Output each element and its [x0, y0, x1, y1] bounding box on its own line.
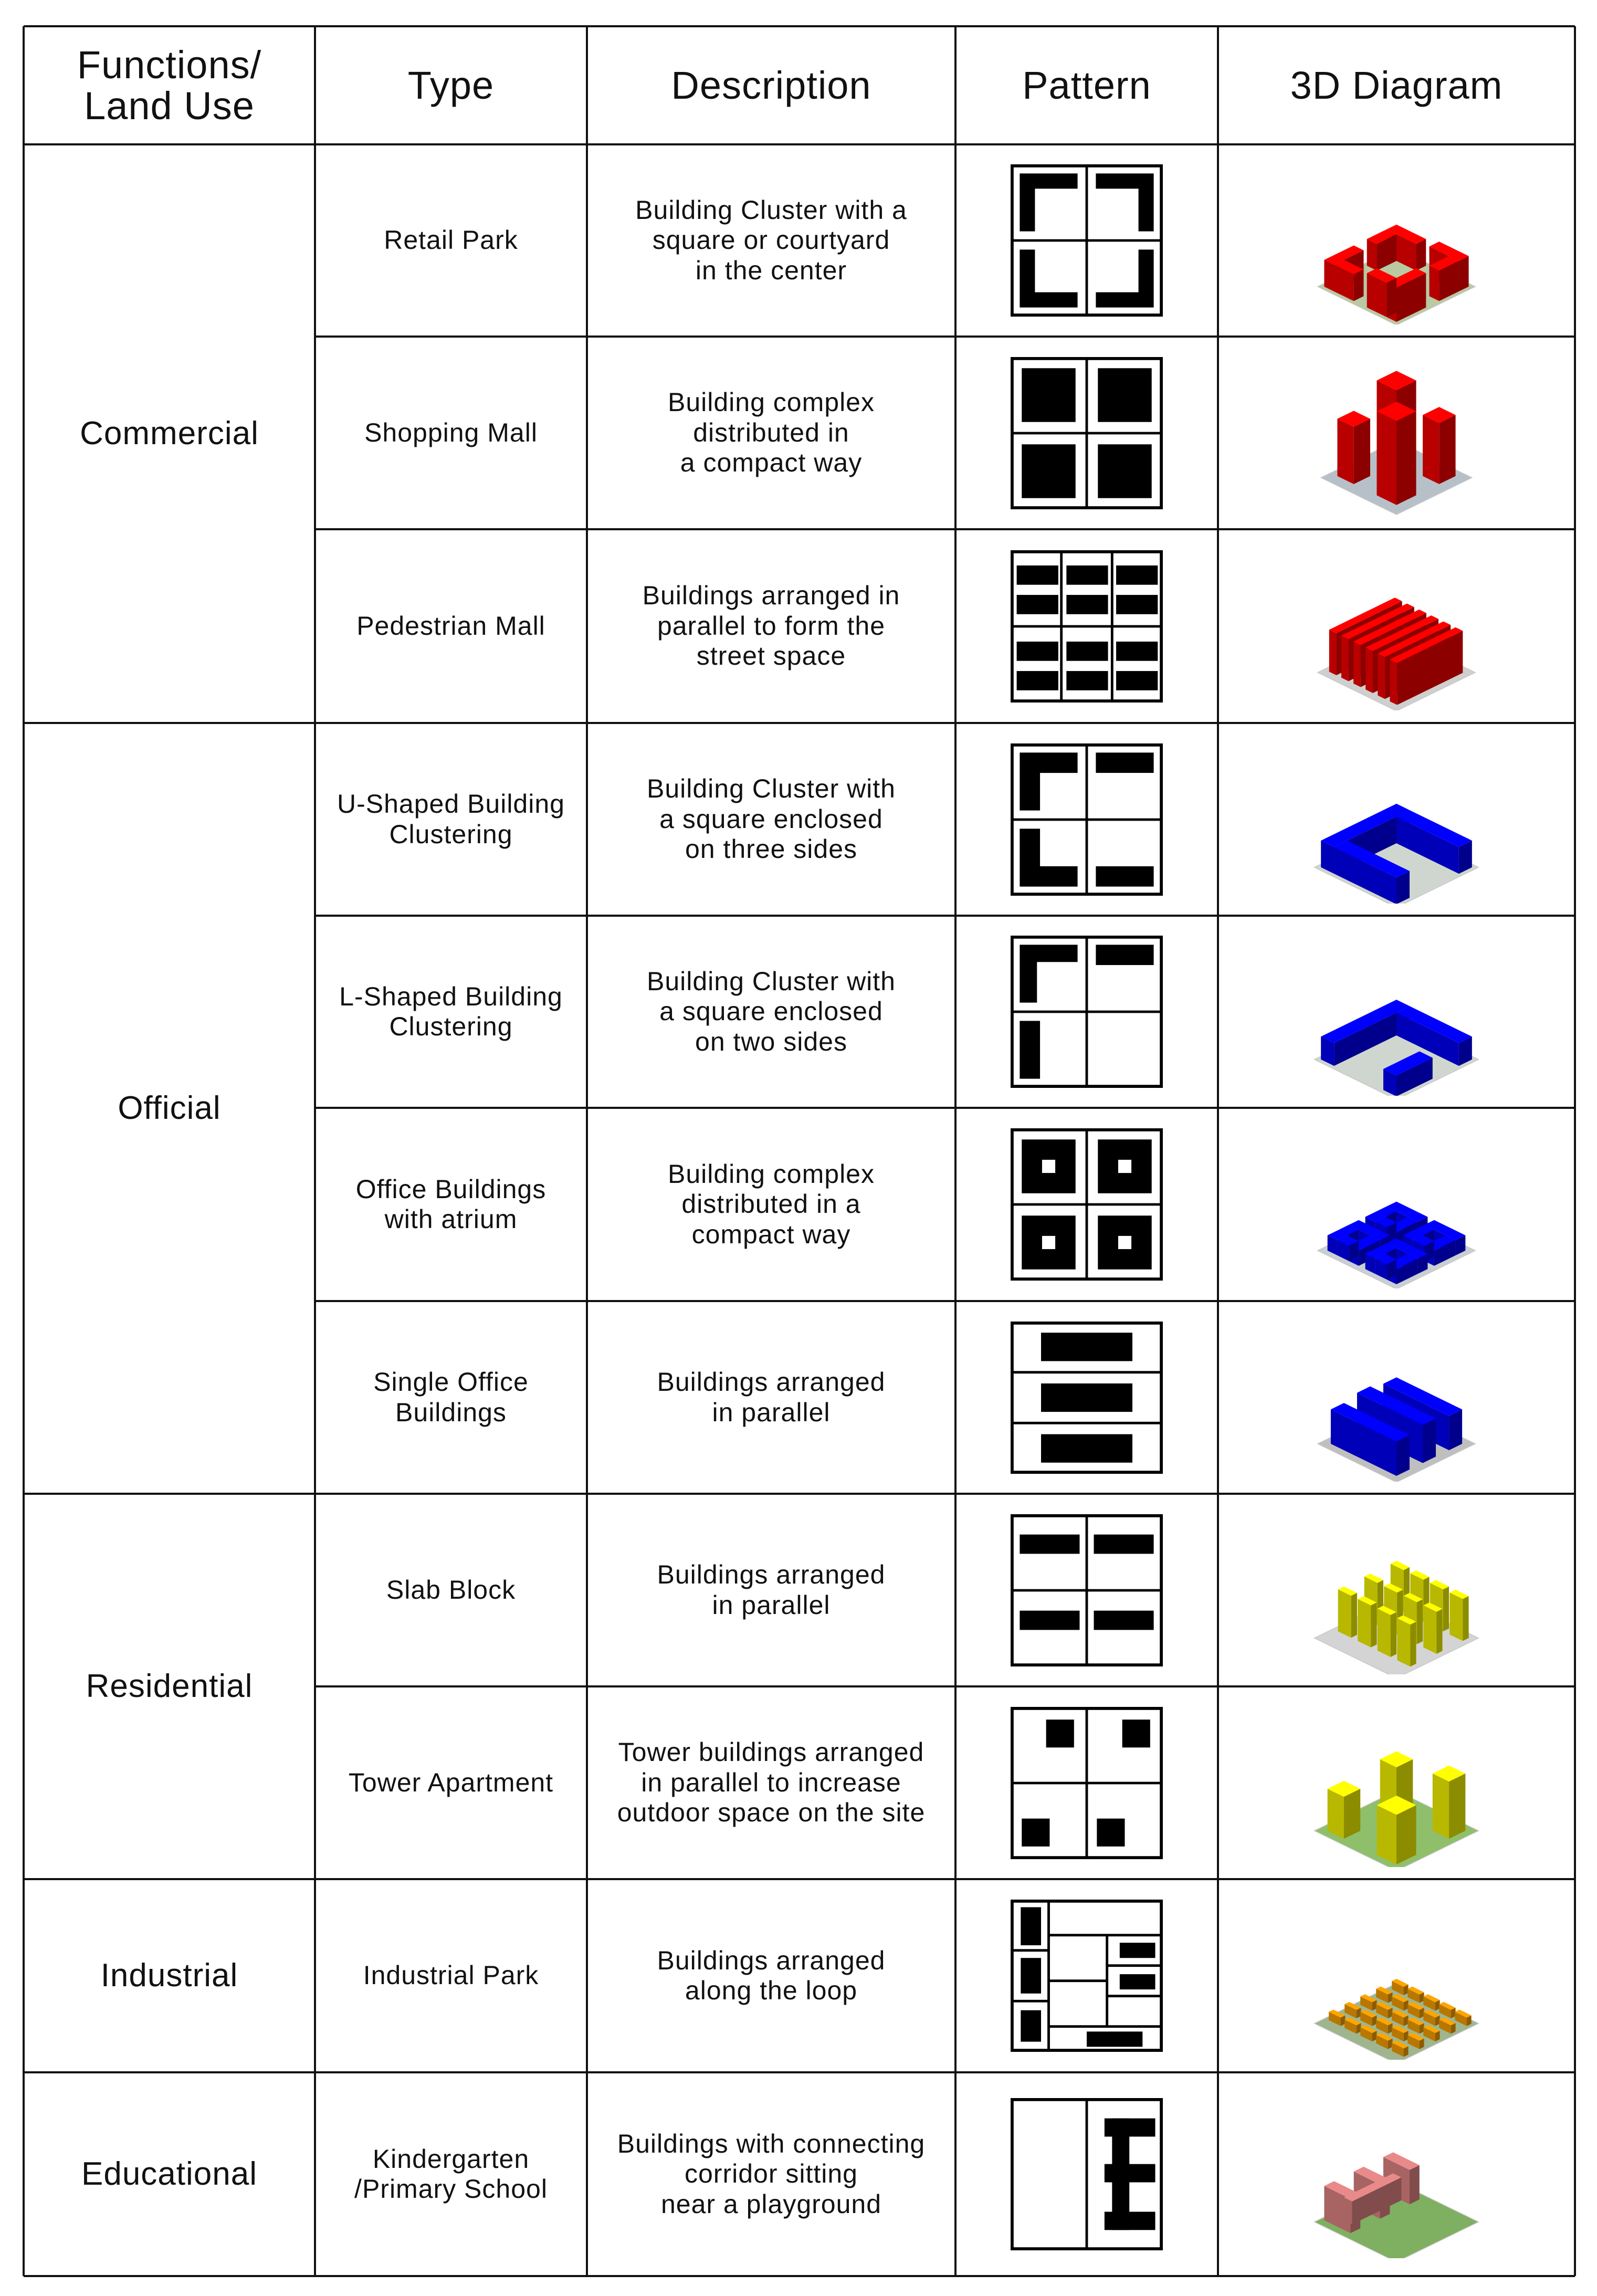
3d-diagram-tower-squares	[1260, 1699, 1533, 1867]
3d-diagram-courtyard-corners	[1260, 156, 1533, 324]
three-bars-pattern	[1011, 1322, 1163, 1474]
row-description: Building Cluster with a square or courtyard in the center	[635, 195, 907, 285]
row-description: Buildings arranged in parallel to form the street space	[642, 581, 900, 671]
slab-bars-pattern	[1011, 1514, 1163, 1666]
3d-diagram-corridor	[1260, 2090, 1533, 2258]
row-type: Industrial Park	[363, 1960, 539, 1990]
u-shape-pattern	[1011, 743, 1163, 896]
row-description: Buildings with connecting corridor sitting near a playground	[617, 2129, 926, 2219]
group-residential: Residential	[86, 1668, 253, 1704]
row-type: Office Buildings with atrium	[355, 1174, 547, 1234]
group-educational: Educational	[81, 2155, 258, 2192]
tower-squares-pattern	[1011, 1707, 1163, 1859]
row-description: Building Cluster with a square enclosed on two sides	[647, 966, 896, 1056]
row-description: Building Cluster with a square enclosed on three sides	[647, 774, 896, 864]
3d-diagram-loop	[1260, 1892, 1533, 2060]
group-commercial: Commercial	[80, 415, 259, 452]
courtyard-corners-pattern	[1011, 164, 1163, 317]
header-description: Description	[671, 63, 871, 107]
header-3d-diagram: 3D Diagram	[1290, 63, 1503, 107]
land-use-table	[24, 26, 1575, 2276]
l-shape-pattern	[1011, 936, 1163, 1088]
row-description: Buildings arranged along the loop	[657, 1945, 886, 2005]
row-type: Shopping Mall	[364, 417, 538, 447]
row-type: Single Office Buildings	[373, 1367, 529, 1427]
3d-diagram-three-bars	[1260, 1314, 1533, 1482]
3d-diagram-u-shape	[1260, 736, 1533, 904]
3d-diagram-parallel-bars	[1260, 542, 1533, 710]
row-type: Kindergarten /Primary School	[354, 2144, 548, 2204]
3d-diagram-four-blocks	[1260, 349, 1533, 517]
3d-diagram-l-shape	[1260, 928, 1533, 1096]
row-type: Retail Park	[384, 225, 518, 255]
row-type: Tower Apartment	[348, 1767, 554, 1797]
row-description: Building complex distributed in a compact way	[668, 387, 875, 478]
row-type: Pedestrian Mall	[356, 611, 545, 641]
row-description: Buildings arranged in parallel	[657, 1560, 886, 1620]
corridor-pattern	[1011, 2098, 1163, 2250]
group-official: Official	[118, 1089, 221, 1126]
group-industrial: Industrial	[100, 1957, 238, 1994]
header-pattern: Pattern	[1022, 63, 1151, 107]
row-type: L-Shaped Building Clustering	[339, 981, 563, 1041]
four-blocks-pattern	[1011, 357, 1163, 509]
3d-diagram-slab-bars	[1260, 1506, 1533, 1674]
header-functions: Functions/ Land Use	[77, 43, 262, 128]
row-description: Tower buildings arranged in parallel to increase outdoor space on the site	[617, 1737, 926, 1828]
loop-pattern	[1011, 1900, 1163, 2052]
header-type: Type	[407, 63, 495, 107]
parallel-bars-pattern	[1011, 550, 1163, 703]
row-type: U-Shaped Building Clustering	[337, 789, 565, 849]
3d-diagram-atrium-blocks	[1260, 1120, 1533, 1288]
row-type: Slab Block	[386, 1575, 516, 1605]
atrium-blocks-pattern	[1011, 1128, 1163, 1281]
row-description: Building complex distributed in a compact way	[668, 1159, 875, 1249]
row-description: Buildings arranged in parallel	[657, 1367, 886, 1427]
